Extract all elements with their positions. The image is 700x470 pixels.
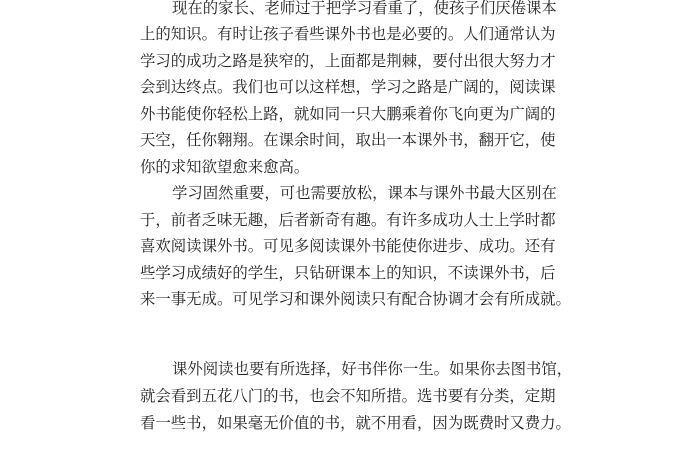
paragraph-1-line-4: 会到达终点。我们也可以这样想，学习之路是广阔的，阅读课 xyxy=(140,78,556,96)
paragraph-2-line-5: 来一事无成。可见学习和课外阅读只有配合协调才会有所成就。 xyxy=(140,290,571,308)
paragraph-1-line-1: 现在的家长、老师过于把学习看重了，使孩子们厌倦课本 xyxy=(172,0,557,17)
paragraph-3-line-2: 就会看到五花八门的书，也会不知所措。选书要有分类，定期 xyxy=(140,387,556,405)
paragraph-1-line-3: 学习的成功之路是狭窄的，上面都是荆棘，要付出很大努力才 xyxy=(140,52,556,70)
paragraph-2-line-3: 喜欢阅读课外书。可见多阅读课外书能使你进步、成功。还有 xyxy=(140,237,556,255)
paragraph-1-line-5: 外书能使你轻松上路，就如同一只大鹏乘着你飞向更为广阔的 xyxy=(140,105,556,123)
paragraph-1-line-2: 上的知识。有时让孩子看些课外书也是必要的。人们通常认为 xyxy=(140,25,556,43)
paragraph-2-line-1: 学习固然重要，可也需要放松，课本与课外书最大区别在 xyxy=(172,184,557,202)
paragraph-3-line-1: 课外阅读也要有所选择，好书伴你一生。如果你去图书馆， xyxy=(172,360,573,378)
paragraph-3-line-3: 看一些书，如果毫无价值的书，就不用看，因为既费时又费力。 xyxy=(140,414,571,432)
paragraph-1-line-7: 你的求知欲望愈来愈高。 xyxy=(140,158,310,176)
paragraph-2-line-2: 于，前者乏味无趣，后者新奇有趣。有许多成功人士上学时都 xyxy=(140,211,556,229)
paragraph-1-line-6: 天空，任你翱翔。在课余时间，取出一本课外书，翻开它，使 xyxy=(140,131,556,149)
paragraph-2-line-4: 些学习成绩好的学生，只钻研课本上的知识，不读课外书，后 xyxy=(140,264,556,282)
